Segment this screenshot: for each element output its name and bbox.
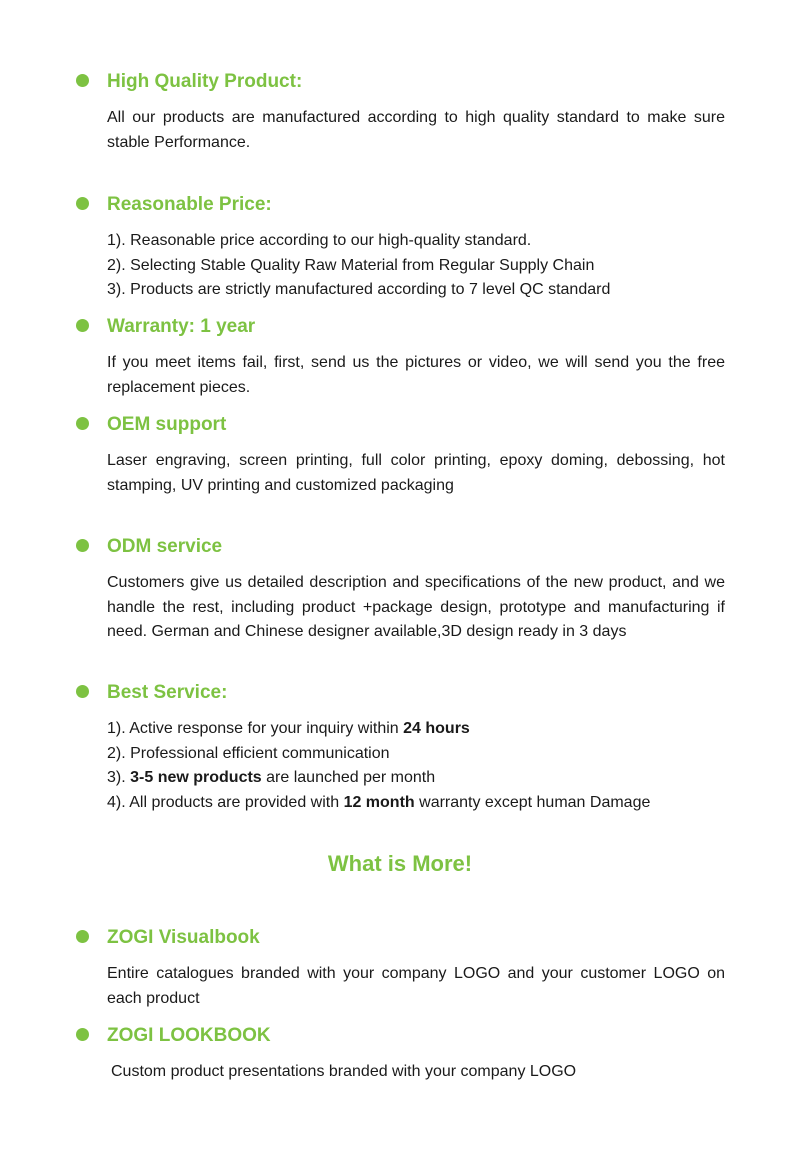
- list-item: 4). All products are provided with 12 month warranty except human Damage: [107, 793, 651, 811]
- list-item: 2). Selecting Stable Quality Raw Material from Regular Supply Chain: [107, 256, 595, 274]
- bullet-dot-icon: [76, 685, 89, 698]
- bullet-dot-icon: [76, 74, 89, 87]
- list-item: 1). Reasonable price according to our high-quality standard.: [107, 232, 532, 249]
- section-heading: ZOGI LOOKBOOK: [107, 1025, 271, 1046]
- section-heading: Reasonable Price:: [107, 194, 272, 215]
- section-paragraph: All our products are manufactured according to high quality standard to make sure stable Performance.: [107, 109, 725, 151]
- bullet-dot-icon: [76, 197, 89, 210]
- list-item: 3). Products are strictly manufactured according to 7 level QC standard: [107, 281, 611, 298]
- section-paragraph: Custom product presentations branded with your company LOGO: [111, 1063, 577, 1080]
- list-item: 1). Active response for your inquiry within 24 hours: [107, 720, 470, 737]
- section-paragraph: Laser engraving, screen printing, full color printing, epoxy doming, debossing, hot stamping, UV printing and customized packaging: [107, 452, 725, 494]
- section-heading: OEM support: [107, 414, 227, 435]
- list-item: 3). 3-5 new products are launched per month: [107, 769, 436, 786]
- bullet-dot-icon: [76, 417, 89, 430]
- section-paragraph: If you meet items fail, first, send us the pictures or video, we will send you the free replacement pieces.: [107, 354, 725, 396]
- bullet-dot-icon: [76, 1028, 89, 1041]
- section-paragraph: Entire catalogues branded with your company LOGO and your customer LOGO on each product: [107, 965, 725, 1007]
- section-heading: ODM service: [107, 536, 223, 557]
- section-heading: Best Service:: [107, 682, 228, 703]
- section-heading: High Quality Product:: [107, 71, 303, 92]
- section-paragraph: Customers give us detailed description and specifications of the new product, and we handle the rest, including product +package design, prototype and manufacturing if need. German and Chinese designer available,3D design ready in 3 days: [107, 574, 725, 640]
- section-heading: Warranty: 1 year: [107, 316, 256, 337]
- bullet-dot-icon: [76, 539, 89, 552]
- what-is-more-title: What is More!: [327, 851, 473, 876]
- bullet-dot-icon: [76, 930, 89, 943]
- bullet-dot-icon: [76, 319, 89, 332]
- list-item: 2). Professional efficient communication: [107, 744, 390, 762]
- section-heading: ZOGI Visualbook: [107, 927, 260, 948]
